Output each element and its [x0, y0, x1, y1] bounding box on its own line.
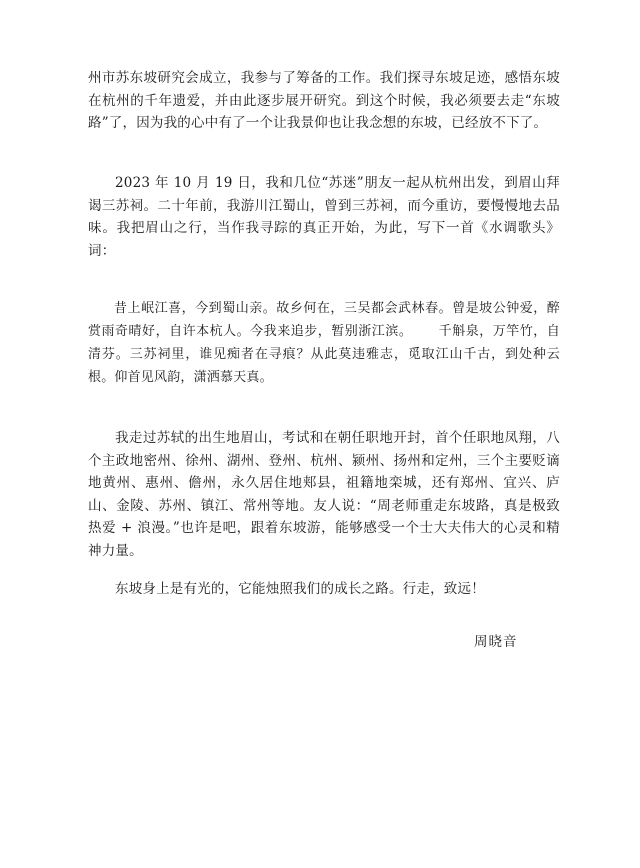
paragraph-closing — [88, 578, 560, 601]
paragraph-trip — [88, 172, 560, 262]
paragraph-text: 东坡身上是有光的，它能烛照我们的成长之路。行走，致远！ — [115, 581, 485, 597]
paragraph-continuation — [88, 67, 560, 135]
paragraph-text: 州市苏东坡研究会成立，我参与了筹备的工作。我们探寻东坡足迹，感悟东坡在杭州的千年遗爱，并由此逐步展开研究。到这个时候，我必须要去走“东坡路”了，因为我的心中有了一个让我景仰也让我念想的东坡，已经放不下了。 — [88, 70, 560, 131]
poem-text — [88, 297, 560, 389]
paragraph-text: 2023 年 10 月 19 日，我和几位“苏迷”朋友一起从杭州出发，到眉山拜谒三苏祠。二十年前，我游川江蜀山，曾到三苏祠，而今重访，要慢慢地去品味。我把眉山之行，当作我寻踪的真正开始，为此，写下一首《水调歌头》词： — [88, 175, 560, 259]
poem-block — [88, 297, 560, 389]
poem-first-stanza: 昔上岷江喜，今到蜀山亲。故乡何在，三吴都会武林春。曾是坡公钟爱，醉赏雨奇晴好，自许本杭人。今我来追步，暂别浙江滨。 — [88, 301, 560, 339]
paragraph-text: 我走过苏轼的出生地眉山，考试和在朝任职地开封，首个任职地凤翔，八个主政地密州、徐州、湖州、登州、杭州、颍州、扬州和定州，三个主要贬谪地黄州、惠州、儋州，永久居住地郏县，祖籍地栾城，还有郑州、宜兴、庐山、金陵、苏州、镇江、常州等地。友人说：“周老师重走东坡路，真是极致热爱 + 浪漫。”也许是吧，跟着东坡游，能够感受一个士大夫伟大的心灵和精神力量。 — [88, 430, 560, 559]
paragraph-journey — [88, 427, 560, 562]
author-signature: 周晓音 — [474, 634, 518, 650]
poem-second-stanza: 千斛泉，万竿竹，自清芬。三苏祠里，谁见痴者在寻痕？从此莫违雅志，觅取江山千古，到处种云根。仰首见风韵，潇洒慕天真。 — [88, 324, 560, 385]
